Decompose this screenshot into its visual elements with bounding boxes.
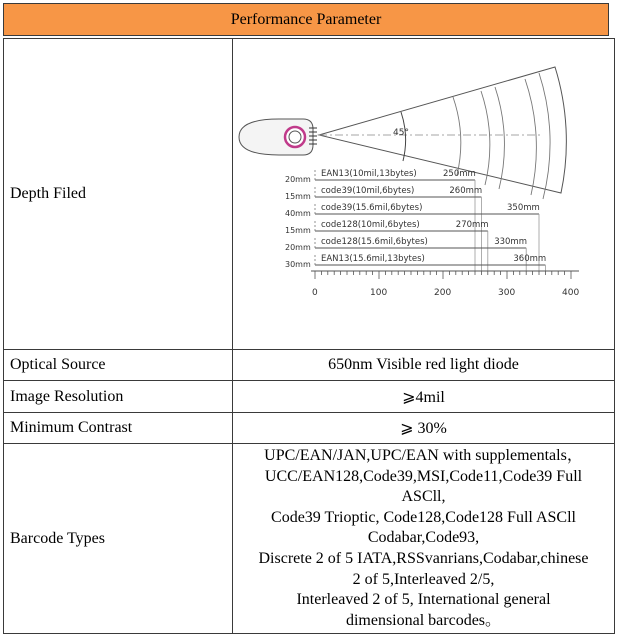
bar-label: code128(10mil,6bytes) <box>321 220 420 230</box>
barcode-types-label: Barcode Types <box>4 444 233 634</box>
bar-start-label: 30mm <box>285 260 311 269</box>
bar-label: EAN13(10mil,13bytes) <box>321 169 417 179</box>
row-image-resolution <box>4 381 615 413</box>
bar-label: code39(15.6mil,6bytes) <box>321 203 423 213</box>
bar-value-label: 360mm <box>513 254 547 264</box>
row-minimum-contrast <box>4 413 615 444</box>
bar-start-label: 15mm <box>285 192 311 201</box>
range-bars <box>285 169 546 271</box>
bar-value-label: 260mm <box>449 186 483 196</box>
header-title: Performance Parameter <box>230 10 382 28</box>
bar-start-label: 40mm <box>285 209 311 218</box>
bar-label: EAN13(15.6mil,13bytes) <box>321 254 425 264</box>
distance-axis <box>311 271 579 298</box>
barcode-type-line: 2 of 5,Interleaved 2/5, <box>352 570 495 588</box>
barcode-type-line: Interleaved 2 of 5, International general <box>296 591 551 609</box>
bar-value-label: 270mm <box>455 220 489 230</box>
barcode-type-line: dimensional barcodes。 <box>345 611 502 629</box>
image-resolution-value: ⩾4mil <box>233 381 615 413</box>
cone-angle-label: 45° <box>393 128 409 138</box>
axis-tick-label: 0 <box>312 288 318 298</box>
row-depth-field <box>4 39 615 350</box>
barcode-type-line: UCC/EAN128,Code39,MSI,Code11,Code39 Full <box>264 467 583 485</box>
depth-field-label: Depth Filed <box>4 39 233 350</box>
barcode-type-line: ASCll, <box>401 488 446 506</box>
bar-label: code39(10mil,6bytes) <box>321 186 415 196</box>
bar-start-label: 15mm <box>285 226 311 235</box>
barcode-types-value <box>233 444 615 634</box>
barcode-type-line: Code39 Trioptic, Code128,Code128 Full ASCll <box>271 508 576 526</box>
depth-field-diagram-cell <box>233 39 615 350</box>
minimum-contrast-value: ⩾ 30% <box>233 413 615 444</box>
barcode-type-line: Codabar,Code93, <box>367 529 480 547</box>
axis-tick-label: 400 <box>562 288 580 298</box>
bar-value-label: 250mm <box>443 169 476 179</box>
row-barcode-types <box>4 444 615 634</box>
image-resolution-label: Image Resolution <box>4 381 233 413</box>
spec-table <box>3 38 615 634</box>
bar-value-label: 330mm <box>494 237 527 247</box>
optical-source-label: Optical Source <box>4 350 233 381</box>
table-header <box>3 3 609 36</box>
bar-start-label: 20mm <box>285 243 311 252</box>
optical-source-value: 650nm Visible red light diode <box>233 350 615 381</box>
scan-cone <box>319 67 566 199</box>
barcode-types-list <box>233 446 614 631</box>
scanner-head-icon <box>239 119 317 155</box>
row-optical-source <box>4 350 615 381</box>
minimum-contrast-label: Minimum Contrast <box>4 413 233 444</box>
bar-start-label: 20mm <box>285 175 311 184</box>
axis-tick-label: 100 <box>370 288 388 298</box>
axis-tick-label: 300 <box>498 288 516 298</box>
depth-of-field-diagram <box>233 39 620 344</box>
bar-label: code128(15.6mil,6bytes) <box>321 237 428 247</box>
barcode-type-line: UPC/EAN/JAN,UPC/EAN with supplementals， <box>264 447 583 464</box>
bar-value-label: 350mm <box>507 203 540 213</box>
axis-tick-label: 200 <box>434 288 452 298</box>
barcode-type-line: Discrete 2 of 5 IATA,RSSvanrians,Codabar,chinese <box>258 549 589 567</box>
